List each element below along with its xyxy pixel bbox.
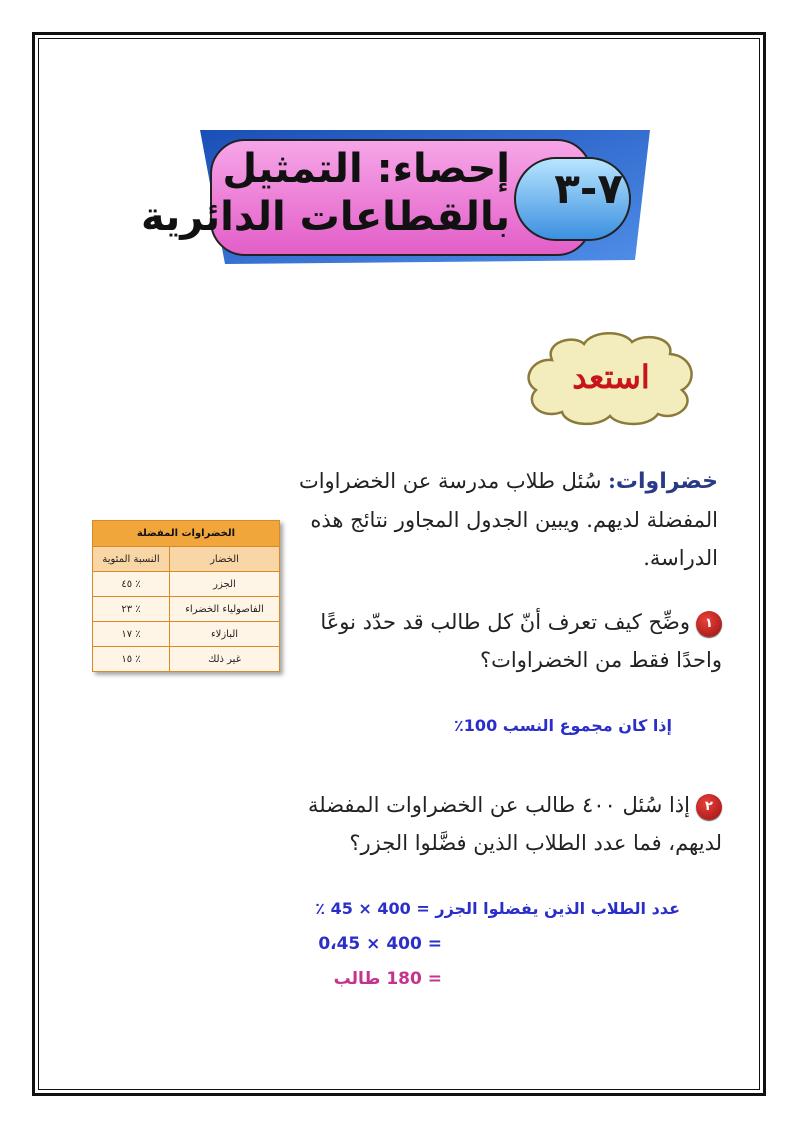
header-percentage: النسبة المئوية bbox=[93, 547, 170, 572]
cell-percentage: ٪ ٢٣ bbox=[93, 597, 170, 622]
lesson-title-banner bbox=[140, 128, 655, 268]
question-text: إذا سُئل ٤٠٠ طالب عن الخضراوات المفضلة لديهم، فما عدد الطلاب الذين فضَّلوا الجزر؟ bbox=[308, 793, 722, 855]
table-row bbox=[93, 622, 280, 647]
cell-vegetable: الجزر bbox=[170, 572, 280, 597]
question-2 bbox=[292, 786, 722, 862]
favorite-vegetables-table bbox=[92, 520, 280, 672]
lesson-title-line2: بالقطاعات الدائرية bbox=[140, 194, 510, 240]
lesson-number: ٧-٣ bbox=[554, 164, 623, 213]
intro-colon: : bbox=[608, 468, 616, 493]
intro-text: سُئل طلاب مدرسة عن الخضراوات المفضلة لديهم. ويبين الجدول المجاور نتائج هذه الدراسة. bbox=[298, 469, 718, 570]
intro-keyword: خضراوات bbox=[615, 469, 718, 494]
question-1 bbox=[292, 603, 722, 679]
cell-percentage: ٪ ١٧ bbox=[93, 622, 170, 647]
cell-vegetable: الفاصولياء الخضراء bbox=[170, 597, 280, 622]
header-vegetable: الخضار bbox=[170, 547, 280, 572]
question-number-badge: ١ bbox=[696, 611, 722, 637]
cell-percentage: ٪ ٤٥ bbox=[93, 572, 170, 597]
answer-2-line-2: 0،45 × 400 = bbox=[318, 934, 442, 954]
table-row bbox=[93, 647, 280, 672]
answer-2-line-3: = 180 طالب bbox=[333, 969, 442, 989]
question-number-badge: ٢ bbox=[696, 794, 722, 820]
cell-vegetable: غير ذلك bbox=[170, 647, 280, 672]
answer-1: إذا كان مجموع النسب 100٪ bbox=[454, 716, 672, 735]
section-label: استعد bbox=[572, 358, 650, 396]
cell-percentage: ٪ ١٥ bbox=[93, 647, 170, 672]
section-cloud bbox=[522, 330, 700, 426]
table-row bbox=[93, 597, 280, 622]
intro-paragraph bbox=[278, 462, 718, 577]
answer-2-line-1: عدد الطلاب الذين يفضلوا الجزر = 400 × 45 ٪ bbox=[315, 899, 680, 918]
table-caption: الخضراوات المفضلة bbox=[93, 521, 280, 547]
lesson-title-line1: إحصاء: التمثيل bbox=[222, 146, 510, 192]
table-row bbox=[93, 572, 280, 597]
question-text: وضِّح كيف تعرف أنّ كل طالب قد حدّد نوعًا واحدًا فقط من الخضراوات؟ bbox=[320, 610, 722, 672]
cell-vegetable: البازلاء bbox=[170, 622, 280, 647]
